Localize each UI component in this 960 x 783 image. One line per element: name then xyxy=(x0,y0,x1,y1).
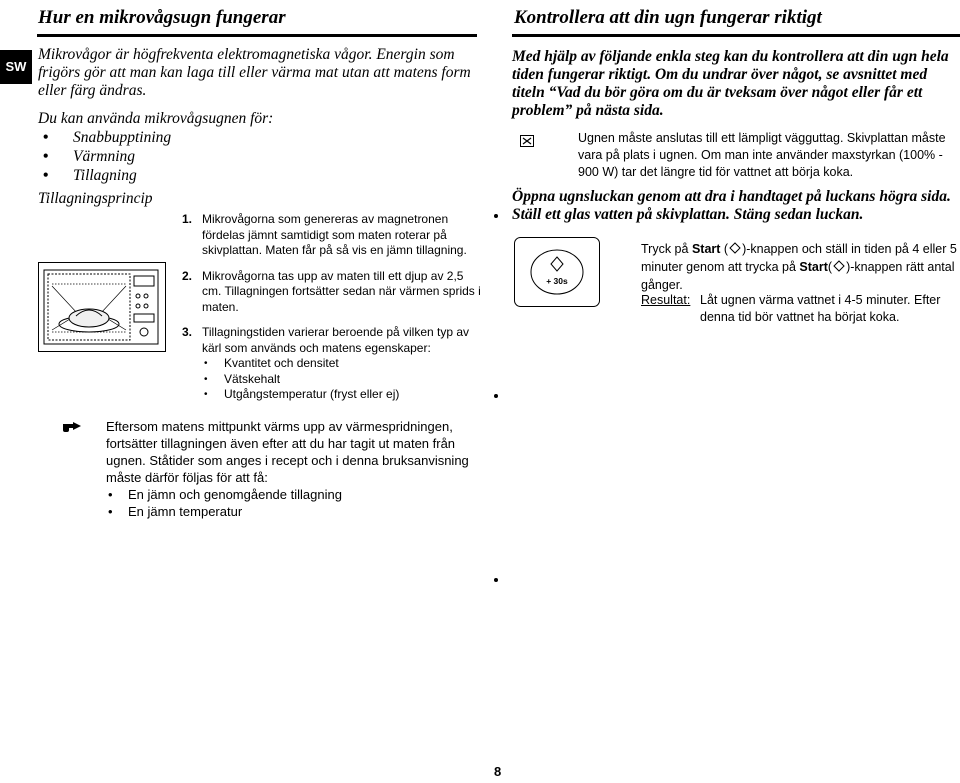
right-page-title: Kontrollera att din ugn fungerar riktigt xyxy=(514,7,822,28)
uses-heading: Du kan använda mikrovågsugnen för: xyxy=(38,110,274,127)
microwave-illustration xyxy=(38,262,166,352)
use-item: • Tillagning xyxy=(38,166,171,185)
step-2: 2. Mikrovågorna tas upp av maten till ett djup av 2,5 cm. Tillagningen fortsätter sedan när värmen sprids i maten. xyxy=(182,268,481,314)
step-text: Tryck på Start ( )-knappen och ställ in tiden på 4 eller 5 minuter genom att trycka på Start( )-knappen rätt antal gånger. xyxy=(641,242,957,292)
use-item: • Värmning xyxy=(38,147,171,166)
start-diamond-icon xyxy=(832,259,846,271)
result-label: Resultat: xyxy=(641,293,691,307)
margin-dot xyxy=(494,578,498,582)
factors-list xyxy=(182,356,492,403)
note-item: • En jämn och genomgående tillagning xyxy=(106,486,476,503)
right-intro: Med hjälp av följande enkla steg kan du kontrollera att din ugn hela tiden fungerar riktigt. Om du undrar över något, se avsnittet med titeln “Vad du bör göra om du är tveksam över något eller får ett problem” på nästa sida. xyxy=(512,48,949,119)
start-diamond-icon xyxy=(728,241,742,253)
factor-item: • Kvantitet och densitet xyxy=(202,356,492,372)
pointing-hand-icon xyxy=(62,420,82,434)
note-icon xyxy=(520,134,534,146)
note-block xyxy=(106,418,476,520)
left-page-title: Hur en mikrovågsugn fungerar xyxy=(38,7,286,28)
uses-list xyxy=(38,128,171,185)
right-title-rule xyxy=(512,34,960,37)
note-item: • En jämn temperatur xyxy=(106,503,476,520)
language-badge: SW xyxy=(0,50,32,84)
result-row xyxy=(641,292,959,326)
step-3: 3. Tillagningstiden varierar beroende på vilken typ av kärl som används och matens egenskaper: xyxy=(182,325,470,355)
note-text: Eftersom matens mittpunkt värms upp av värmespridningen, fortsätter tillagningen även efter att du har tagit ut maten från ugnen. Ståtider som anges i recept och i denna bruksanvisning måste därför följas för att få: xyxy=(106,419,469,485)
left-title-rule xyxy=(37,34,477,37)
factor-item: • Utgångstemperatur (fryst eller ej) xyxy=(202,387,492,403)
result-text: Låt ugnen värma vattnet i 4-5 minuter. Efter denna tid bör vattnet ha börjat koka. xyxy=(700,293,941,324)
principle-heading: Tillagningsprincip xyxy=(38,190,153,207)
page-number: 8 xyxy=(494,764,502,779)
instruction-text: Öppna ugnsluckan genom att dra i handtaget på luckans högra sida. Ställ ett glas vatten på skivplattan. Stäng sedan luckan. xyxy=(512,188,951,223)
principle-steps xyxy=(182,212,492,403)
start-button-panel xyxy=(514,237,600,307)
notice-text: Ugnen måste anslutas till ett lämpligt vägguttag. Skivplattan måste vara på plats i ugnen. Om man inte använder maxstyrkan (100% - 900 W) tar det längre tid för vattnet att börja koka. xyxy=(578,131,946,179)
use-item: • Snabbupptining xyxy=(38,128,171,147)
margin-dot xyxy=(494,214,498,218)
step-1: 1. Mikrovågorna som genereras av magnetronen fördelas jämnt samtidigt som maten roterar på skivplattan. Maten får på så vis en jämn tillagning. xyxy=(182,212,467,257)
plus-30s-label[interactable]: + 30s xyxy=(546,276,568,286)
factor-item: • Vätskehalt xyxy=(202,372,492,388)
margin-dot xyxy=(494,394,498,398)
left-intro: Mikrovågor är högfrekventa elektromagnetiska vågor. Energin som frigörs gör att man kan laga till eller värma mat utan att matens form eller färg ändras. xyxy=(38,46,471,99)
